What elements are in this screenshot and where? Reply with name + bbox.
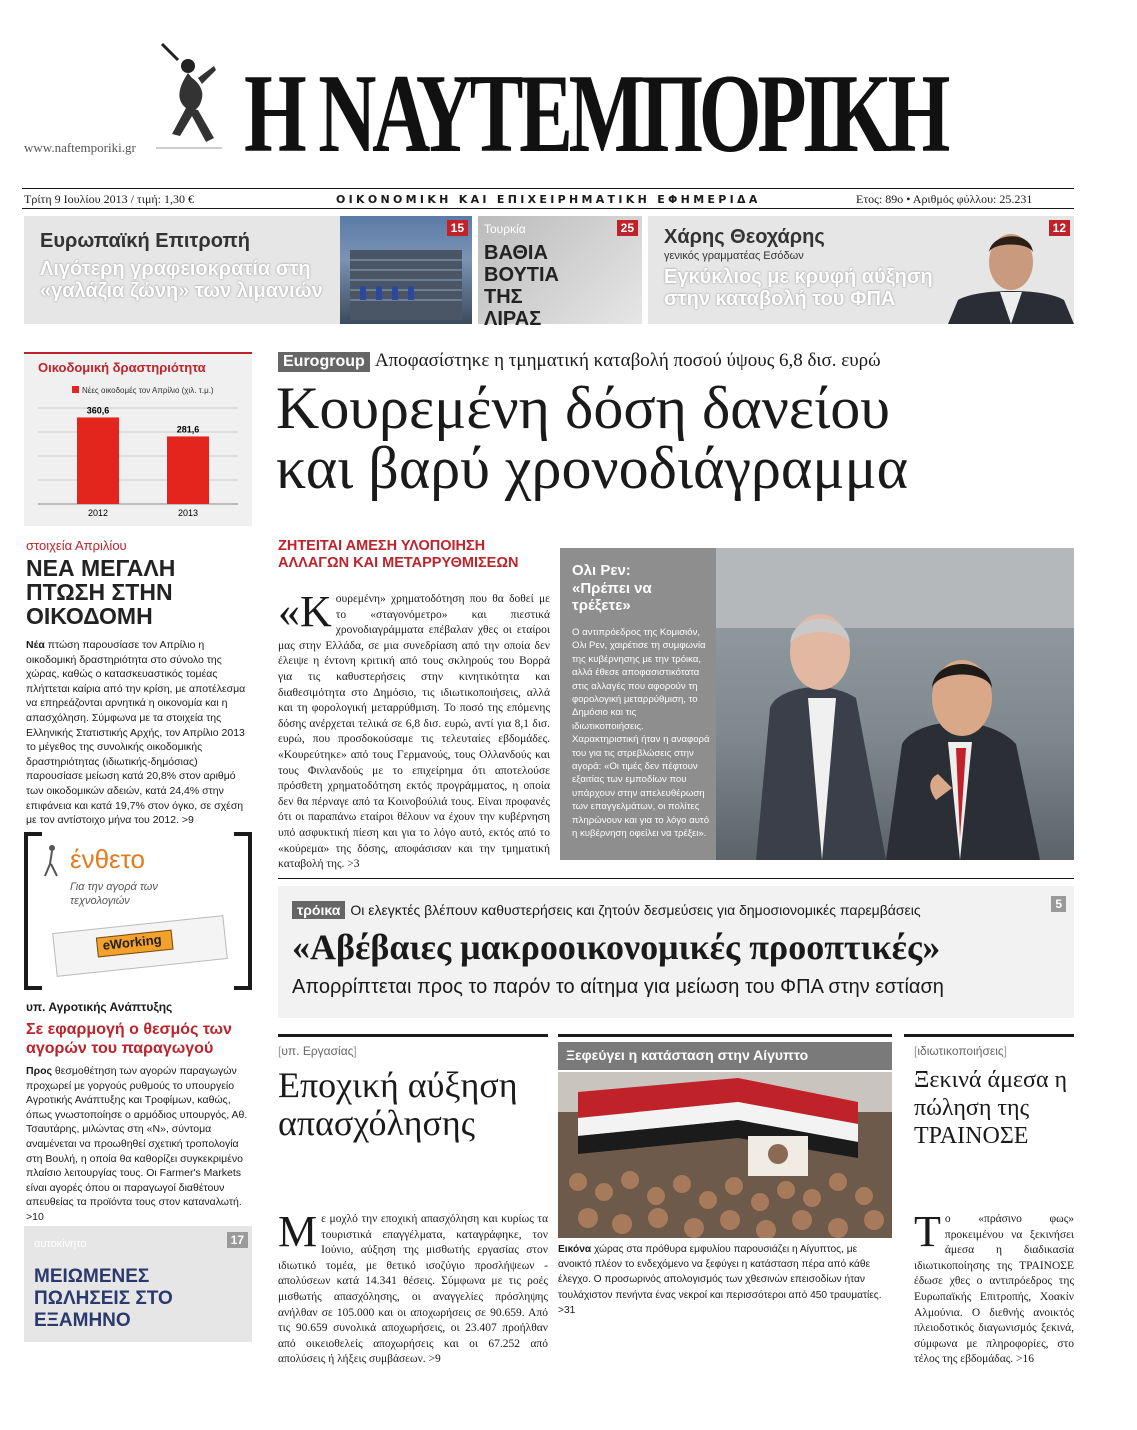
masthead-title: Η ΝΑΥΤΕΜΠΟΡΙΚΗ	[244, 52, 947, 176]
troika-deck-row	[292, 900, 921, 919]
lead-headline[interactable]	[276, 375, 909, 501]
entheto-title: ένθετο	[70, 844, 146, 874]
rehn-quote: «Πρέπει να τρέξετε»	[572, 580, 652, 614]
construction-kicker: στοιχεία Απριλίου	[26, 538, 127, 553]
teaser-turkey-kicker: Τουρκία	[484, 222, 526, 236]
construction-chart-svg	[24, 354, 252, 526]
entheto-subtitle: Για την αγορά των τεχνολογιών	[70, 881, 158, 907]
chart-bar-2013	[167, 436, 209, 504]
lead-headline-line-1: Κουρεμένη δόση δανείου	[276, 375, 890, 441]
teaser-eu[interactable]	[24, 216, 472, 324]
protest-crowd-photo-icon	[558, 1072, 892, 1238]
trainose-article	[914, 1207, 1074, 1368]
teaser-eu-page: 15	[447, 220, 468, 236]
teaser-theocharis-name: Χάρης Θεοχάρης	[664, 226, 825, 248]
two-officials-photo-icon	[716, 548, 1074, 860]
troika-kicker: τρόικα	[292, 901, 345, 919]
agriculture-lead: Προς	[26, 1065, 52, 1077]
troika-subhead: Απορρίπτεται προς το παρόν το αίτημα για μείωση του ΦΠΑ στην εστίαση	[292, 976, 944, 998]
troika-section	[278, 886, 1074, 1018]
trainose-rule	[904, 1034, 1074, 1037]
rehn-body: Ο αντιπρόεδρος της Κομισιόν, Ολι Ρεν, χαιρέτισε τη συμφωνία της κυβέρνησης με την τρόικα, αλλά έθεσε αποφασιστικότατα στις αλλαγές που αφορούν τη φορολογική μεταρρύθμιση, το Δημόσιο και τις ιδιωτικοποιήσεις. Χαρακτηριστική ήταν η αναφορά του για τις στρεβλώσεις στην αγορά: «Οι τιμές δεν πέφτουν εξαιτίας των εμποδίων που υπάρχουν στην απελευθέρωση των επαγγελμάτων, οι πολίτες πληρώνουν και για το λόγο αυτό η κυβέρνηση οφείλει να τρέξει».	[572, 627, 710, 840]
eworking-title: eWorking	[101, 931, 163, 953]
lead-kicker: Eurogroup	[278, 352, 370, 372]
trainose-body: ο «πράσινο φως» προκειμένου να ξεκινήσει άμεσα η διαδικασία ιδιωτικοποίησης της ΤΡΑΙΝΟΣΕ έδωσε χθες ο αντιπρόεδρος της Ευρωπαϊκής Επιτροπής, Χοακίν Αλμούνια. Ο διεθνής ανοικτός πλειοδοτικός διαγωνισμός ξεκινά, σύμφωνα με πληροφορίες, στο τέλος της εβδομάδας. >16	[914, 1213, 1074, 1366]
egypt-kicker: Ξεφεύγει η κατάσταση στην Αίγυπτο	[566, 1047, 809, 1063]
agriculture-article	[26, 1064, 252, 1225]
teaser-theocharis-text: Εγκύκλιος με κρυφή αύξηση στην καταβολή του ΦΠΑ	[664, 266, 933, 310]
chart-value-label-2012: 360,6	[86, 405, 110, 416]
egypt-caption	[558, 1242, 890, 1318]
hermes-mini-icon	[42, 842, 62, 882]
chart-value-label-2013: 281,6	[176, 424, 200, 435]
eu-building-photo	[340, 216, 472, 324]
chart-category-label-2012: 2012	[87, 508, 109, 518]
agriculture-body: θεσμοθέτηση των αγορών παραγωγών προχωρεί με γοργούς ρυθμούς το υπουργείο Αγροτικής Ανάπτυξης και Τροφίμων, καθώς, όπως γνωστοποίησε ο αρμόδιος υπουργός, Αθ. Τσαυτάρης, μιλώντας στη «Ν», σύντομα αναμένεται να προωθηθεί σχετική τροπολογία στη Βουλή, η οποία θα καθορίζει συγκεκριμένο πλαίσιο λειτουργίας τους. Οι Farmer's Markets είναι αγορές όπου οι παραγωγοί διαθέτουν απευθείας τα προϊόντα τους στον καταναλωτή. >10	[26, 1065, 248, 1223]
construction-body: πτώση παρουσίασε τον Απρίλιο η οικοδομική δραστηριότητα στο σύνολο της χώρας, καθώς ο κατασκευαστικός τομέας πλήττεται καίρια από την κρίση, με αποτέλεσμα να επηρεάζονται αρνητικά η οικονομία και η απασχόληση. Σύμφωνα με τα στοιχεία της Ελληνικής Στατιστικής Αρχής, τον Απρίλιο 2013 το μέγεθος της συνολικής οικοδομικής δραστηριότητας (ιδιωτικής-δημόσιας) παρουσίασε μείωση κατά 20,8% στον αριθμό των οικοδομικών αδειών, κατά 24,4% στην επιφάνεια και κατά 19,7% στον όγκο, σε σχέση με τον αντίστοιχο μήνα του 2012. >9	[26, 639, 246, 827]
lead-article	[278, 587, 550, 873]
chart-category-label-2013: 2013	[177, 508, 199, 518]
chart-bar-2012	[77, 417, 119, 504]
teaser-theocharis[interactable]	[648, 216, 1074, 324]
troika-headline[interactable]: «Αβέβαιες μακροοικονομικές προοπτικές»	[292, 927, 941, 967]
hermes-logo	[148, 38, 228, 160]
teaser-theocharis-page: 12	[1049, 220, 1070, 236]
website-url[interactable]: www.naftemporiki.gr	[24, 140, 136, 155]
chart-legend-swatch	[72, 386, 79, 393]
construction-chart	[24, 352, 252, 526]
issue-date-price: Τρίτη 9 Ιουλίου 2013 / τιμή: 1,30 €	[24, 192, 194, 206]
egypt-caption-body: χώρας στα πρόθυρα εμφυλίου παρουσιάζει η Αίγυπτος, με ανοικτό πλέον το ενδεχόμενο να ξεφύγει η κατάσταση πέρα από κάθε έλεγχο. Ο προσωρινός απολογισμός των χθεσινών επεισοδίων ήταν τουλάχιστον πενήντα ένας νεκροί και περισσότεροι από 450 τραυματίες. >31	[558, 1244, 882, 1316]
employment-body: ε μοχλό την εποχική απασχόληση και κυρίως τα τουριστικά επαγγέλματα, καταγράφηκε, τον Ιούνιο, αύξηση της μισθωτής εργασίας στον ιδιωτικό τομέα, με θετικό ισοζύγιο προσλήψεων - απολύσεων κατά 14.341 θέσεις. Σύμφωνα με τις ροές μισθωτής απασχόλησης, οι αναγγελίες πρόσληψης ανήλθαν σε 105.000 και οι αποχωρήσεις σε 90.659. Από τις 90.659 συνολικά αποχωρήσεις, οι 23.407 προήλθαν από οικειοθελείς αποχωρήσεις και οι 67.252 από απολύσεις ή λήξεις συμβάσεων. >9	[278, 1213, 548, 1366]
lead-deck-row	[278, 350, 881, 372]
teaser-turkey[interactable]	[478, 216, 642, 330]
trainose-dropcap: Τ	[914, 1207, 941, 1256]
egypt-rule	[558, 1034, 892, 1037]
hermes-logo-icon	[148, 38, 228, 160]
construction-lead: Νέα	[26, 639, 45, 651]
employment-rule	[278, 1034, 548, 1037]
autos-headline: ΜΕΙΩΜΕΝΕΣ ΠΩΛΗΣΕΙΣ ΣΤΟ ΕΞΑΜΗΝΟ	[34, 1266, 173, 1331]
egypt-caption-lead: Εικόνα	[558, 1244, 592, 1255]
troika-deck: Οι ελεγκτές βλέπουν καθυστερήσεις και ζητούν δεσμεύσεις για δημοσιονομικές παρεμβάσεις	[350, 902, 921, 918]
egypt-kicker-bar	[558, 1042, 892, 1070]
lead-deck: Αποφασίστηκε η τμηματική καταβολή ποσού ύψους 6,8 δισ. ευρώ	[374, 350, 881, 371]
teaser-eu-heading: Ευρωπαϊκή Επιτροπή	[40, 230, 250, 252]
autos-kicker: αυτοκίνητο	[34, 1238, 87, 1250]
agriculture-kicker: υπ. Αγροτικής Ανάπτυξης	[26, 1000, 173, 1014]
teaser-eu-text: Λιγότερη γραφειοκρατία στη «γαλάζια ζώνη» των λιμανιών	[40, 258, 323, 302]
construction-headline[interactable]: ΝΕΑ ΜΕΓΑΛΗ ΠΤΩΣΗ ΣΤΗΝ ΟΙΚΟΔΟΜΗ	[26, 555, 176, 629]
eworking-supplement	[52, 915, 228, 977]
lead-headline-line-2: και βαρύ χρονοδιάγραμμα	[276, 435, 909, 501]
lead-dropcap: «Κ	[278, 587, 332, 636]
employment-dropcap: Μ	[278, 1207, 318, 1256]
theocharis-photo	[948, 216, 1074, 324]
agriculture-headline[interactable]: Σε εφαρμογή ο θεσμός των αγορών του παραγωγού	[26, 1021, 232, 1057]
trainose-headline[interactable]: Ξεκινά άμεσα η πώληση της ΤΡΑΙΝΟΣΕ	[914, 1067, 1068, 1149]
trainose-kicker: ιδιωτικοποιήσεις	[917, 1044, 1004, 1058]
troika-page: 5	[1051, 896, 1066, 912]
rehn-title: Ολι Ρεν:	[572, 562, 631, 579]
trainose-kicker-row: [ιδιωτικοποιήσεις]	[914, 1044, 1007, 1058]
lead-body: ουρεμένη» χρηματοδότηση που θα δοθεί με το «σταγονόμετρο» και πιεστικά χρονοδιαγράμματα επέβαλαν χθες οι εταίροι μας στην Ελλάδα, σε μια συνεδρίαση από την οποία δεν έλειψε η έντονη κριτική από τους σκληρούς του Βορρά για τις καθυστερήσεις στην κινητικότητα και διαθεσιμότητα στο Δημόσιο, τις ιδιωτικοποιήσεις, αλλά και τη φορολογική μεταρρύθμιση. Το ποσό της επόμενης δόσης ανέρχεται τελικά σε 6,8 δισ. ευρώ, αντί για 8,1 δισ. ευρώ, που προσδοκούσαμε τις τελευταίες εβδομάδες. «Κουρεύτηκε» από τους Γερμανούς, τους Ολλανδούς και τους Φινλανδούς με το επιχείρημα ότι αποτελούσε πρόσθετη χρηματοδότηση εκτός προγράμματος, η οποία δεν θα πέρναγε από τα Κοινοβούλιά τους. Είναι προφανές ότι οι παραπάνω εταίροι θέλουν να έχουν την κυβέρνηση υπό ασφυκτική πίεση και για το λόγο αυτό, εκτός από το «κούρεμα» της δόσης, αποφάσισαν και την τμηματική καταβολή της. >3	[278, 593, 550, 871]
rehn-stournaras-photo	[716, 548, 1074, 860]
entheto-box[interactable]	[24, 832, 252, 984]
rehn-box	[560, 548, 716, 860]
issue-number: Ετος: 89ο • Αριθμός φύλλου: 25.231	[856, 192, 1033, 206]
masthead-tagline: ΟΙΚΟΝΟΜΙΚΗ ΚΑΙ ΕΠΙΧΕΙΡΗΜΑΤΙΚΗ ΕΦΗΜΕΡΙΔΑ	[336, 193, 761, 206]
lead-subhead: ΖΗΤΕΙΤΑΙ ΑΜΕΣΗ ΥΛΟΠΟΙΗΣΗ ΑΛΛΑΓΩΝ ΚΑΙ ΜΕΤΑΡΡΥΘΜΙΣΕΩΝ	[278, 538, 519, 571]
egypt-protest-photo	[558, 1072, 892, 1238]
employment-kicker: υπ. Εργασίας	[281, 1044, 354, 1058]
employment-headline[interactable]: Εποχική αύξηση απασχόλησης	[278, 1065, 518, 1143]
employment-article	[278, 1207, 548, 1368]
chart-title: Οικοδομική δραστηριότητα	[38, 360, 206, 375]
autos-teaser[interactable]	[24, 1226, 252, 1342]
teaser-theocharis-role: γενικός γραμματέας Εσόδων	[664, 250, 804, 262]
autos-page: 17	[227, 1232, 248, 1248]
teaser-turkey-page: 25	[617, 220, 638, 236]
construction-article	[26, 638, 252, 828]
teaser-turkey-text: ΒΑΘΙΑ ΒΟΥΤΙΑ ΤΗΣ ΛΙΡΑΣ	[484, 242, 559, 330]
employment-kicker-row: [υπ. Εργασίας]	[278, 1044, 357, 1058]
chart-legend: Νέες οικοδομές τον Απρίλιο (χιλ. τ.μ.)	[82, 386, 214, 395]
